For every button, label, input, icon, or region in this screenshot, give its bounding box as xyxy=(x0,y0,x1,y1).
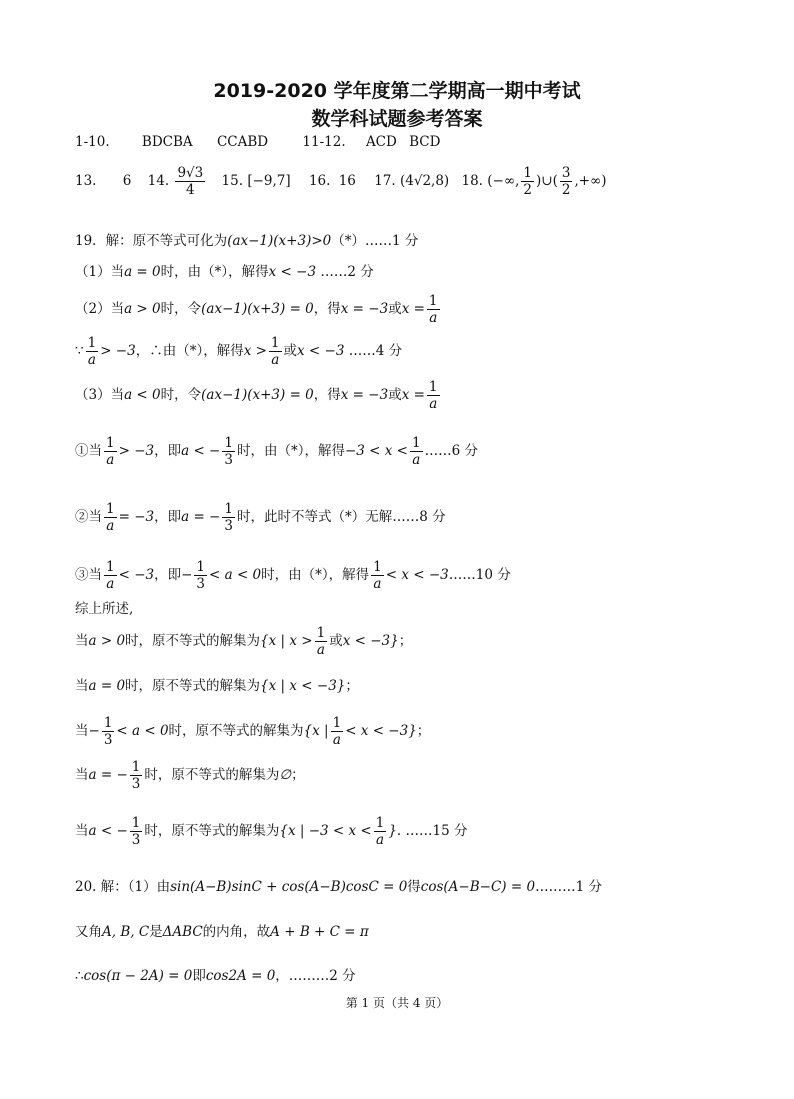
q19-summary-3: 当− $\frac{1}{3}$ < a < 0时，原不等式的解集为{x | $\frac{1}{a}$ < x < −3}； xyxy=(75,715,431,748)
q13-label: 13. xyxy=(75,173,97,189)
q16-answer: 16 xyxy=(338,173,356,189)
q19-summary: 综上所述, xyxy=(75,601,134,617)
q19-summary-5: 当a < − $\frac{1}{3}$ 时，原不等式的解集为{x | −3 < x < $\frac{1}{a}$ }. ……15 分 xyxy=(75,815,468,848)
mc-answers-2: CCABD xyxy=(216,134,269,150)
q19-summary-4: 当a = − $\frac{1}{3}$ 时，原不等式的解集为∅； xyxy=(75,759,305,792)
q19-line-1: 19．解：原不等式可化为(ax−1)(x+3)>0（*）……1 分 xyxy=(75,233,419,249)
page-title: 2019-2020 学年度第二学期高一期中考试 xyxy=(213,80,581,102)
page-subtitle: 数学科试题参考答案 xyxy=(311,108,483,130)
q17-answer: (4√2,8) xyxy=(399,173,450,189)
multi-answers-2: BCD xyxy=(409,134,441,150)
q17-label: 17. xyxy=(374,173,396,189)
q19-summary-2: 当a = 0时，原不等式的解集为{x | x < −3}； xyxy=(75,678,359,694)
mc-label: 1-10. xyxy=(75,134,110,150)
q18-answer: (−∞, $\frac{1}{2}$ )∪( $\frac{3}{2}$ ,+∞) xyxy=(487,165,607,198)
q15-label: 15. xyxy=(221,173,244,189)
q19-case-3: ③当 $\frac{1}{a}$ < −3，即− $\frac{1}{3}$ < a < 0时，由（*），解得 $\frac{1}{a}$ < x < −3……10 分 xyxy=(75,559,511,592)
q19-summary-1: 当a > 0时，原不等式的解集为{x | x > $\frac{1}{a}$ 或x < −3}； xyxy=(75,625,413,658)
mc-answers-1: BDCBA xyxy=(141,134,193,150)
q19-case-1: ①当 $\frac{1}{a}$ > −3，即a < − $\frac{1}{3}$ 时，由（*），解得−3 < x < $\frac{1}{a}$ ……6 分 xyxy=(75,435,478,468)
q19-case-2: ②当 $\frac{1}{a}$ = −3，即a = − $\frac{1}{3}$ 时，此时不等式（*）无解……8 分 xyxy=(75,501,446,534)
page-footer: 第 1 页（共 4 页） xyxy=(345,996,449,1010)
q19-line-4: ∵ $\frac{1}{a}$ > −3，∴由（*），解得x > $\frac{1}{a}$ 或x < −3 ……4 分 xyxy=(75,335,403,368)
q20-line-3: ∴cos(π − 2A) = 0即cos2A = 0，………2 分 xyxy=(75,968,356,984)
answers-fill-row xyxy=(75,164,607,198)
q13-answer: 6 xyxy=(122,173,132,189)
multi-label: 11-12. xyxy=(302,134,346,150)
q19-line-3: （2）当a > 0时，令(ax−1)(x+3) = 0，得x = −3或x = $\frac{1}{a}$ xyxy=(75,293,438,326)
q19-line-2: （1）当a = 0时，由（*），解得x < −3 ……2 分 xyxy=(75,264,374,280)
multi-answers-1: ACD xyxy=(365,134,397,150)
q19-line-5: （3）当a < 0时，令(ax−1)(x+3) = 0，得x = −3或x = $\frac{1}{a}$ xyxy=(75,379,438,412)
q20-line-1: 20. 解：（1）由sin(A−B)sinC + cos(A−B)cosC = 0得cos(A−B−C) = 0………1 分 xyxy=(75,879,602,895)
q14-answer: $\frac{9√3}{4}$ xyxy=(177,165,204,198)
q14-label: 14. xyxy=(147,173,170,189)
q16-label: 16. xyxy=(308,173,331,189)
q15-answer: [−9,7] xyxy=(247,173,291,189)
answers-mc-row xyxy=(75,133,440,151)
q18-label: 18. xyxy=(461,173,483,189)
q20-line-2: 又角A, B, C是ΔABC的内角，故A + B + C = π xyxy=(75,924,369,940)
